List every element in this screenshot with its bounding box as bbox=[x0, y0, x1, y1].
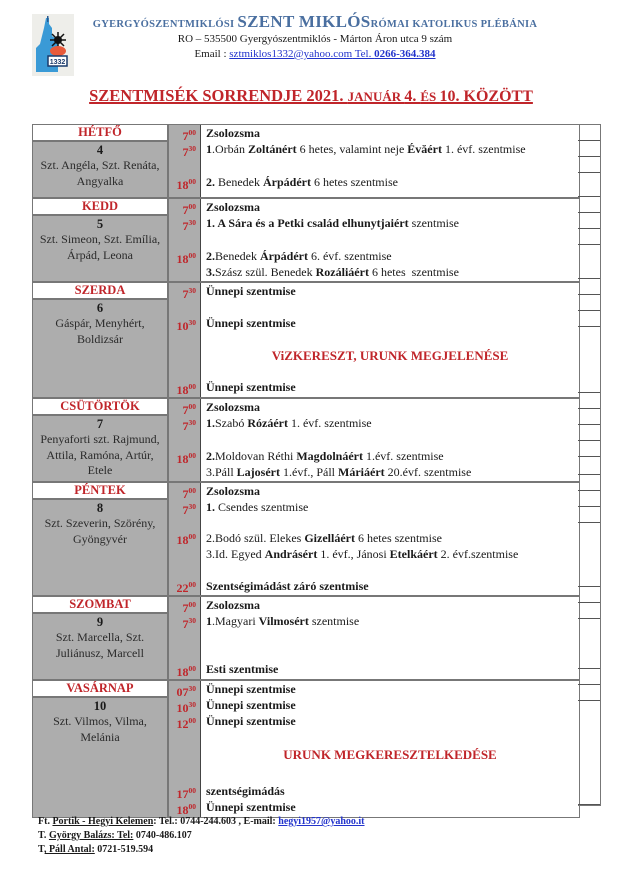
mass-time: $7^{00}$ bbox=[182, 402, 196, 417]
day-date: 9 bbox=[96, 615, 104, 629]
mass-intention: 1. A Sára és a Petki család elhunytjaiért szentmise bbox=[206, 216, 459, 230]
day-name: CSÜTÖRTÖK bbox=[33, 399, 167, 416]
day-name: KEDD bbox=[33, 199, 167, 216]
mass-schedule-table bbox=[32, 124, 580, 818]
mass-intention: Zsolozsma bbox=[206, 200, 260, 214]
day-name: SZOMBAT bbox=[33, 597, 167, 614]
name-days: Gáspár, Menyhért, Boldizsár bbox=[55, 316, 145, 346]
mass-time: $7^{30}$ bbox=[182, 286, 196, 301]
mass-intention: Zsolozsma bbox=[206, 126, 260, 140]
day-row bbox=[33, 283, 579, 399]
times-cell bbox=[169, 483, 201, 595]
mass-intention: Zsolozsma bbox=[206, 598, 260, 612]
day-date: 7 bbox=[96, 417, 104, 431]
times-cell bbox=[169, 597, 201, 679]
feast-title: ViZKERESZT, URUNK MEGJELENÉSE bbox=[271, 348, 509, 363]
mass-intention: Ünnepi szentmise bbox=[206, 800, 296, 814]
side-cell bbox=[578, 587, 600, 603]
mass-time: $7^{00}$ bbox=[182, 600, 196, 615]
side-cell bbox=[578, 173, 600, 197]
day-info-cell bbox=[33, 125, 169, 197]
side-cell bbox=[578, 523, 600, 587]
mass-intention: 1.Szabó Rózáért 1. évf. szentmise bbox=[206, 416, 372, 430]
times-cell bbox=[169, 199, 201, 281]
parish-tel-link[interactable]: Tel. 0266-364.384 bbox=[352, 48, 436, 60]
side-cell bbox=[578, 491, 600, 507]
times-cell bbox=[169, 283, 201, 397]
mass-time: $18^{00}$ bbox=[176, 451, 196, 466]
mass-time: $10^{30}$ bbox=[176, 700, 196, 715]
mass-intention: Szentségimádást záró szentmise bbox=[206, 579, 369, 593]
side-cell bbox=[578, 409, 600, 425]
mass-intention: 2. Benedek Árpádért 6 hetes szentmise bbox=[206, 175, 398, 189]
side-cell bbox=[578, 245, 600, 279]
side-cell bbox=[578, 295, 600, 311]
side-cell bbox=[578, 229, 600, 245]
day-info-cell bbox=[33, 199, 169, 281]
mass-time: $18^{00}$ bbox=[176, 251, 196, 266]
mass-intention: 2.Bodó szül. Elekes Gizelláért 6 hetes szentmise bbox=[206, 531, 442, 545]
mass-intention: Ünnepi szentmise bbox=[206, 714, 296, 728]
parish-logo bbox=[32, 14, 74, 76]
footer-contacts bbox=[38, 815, 365, 857]
mass-time: $7^{30}$ bbox=[182, 144, 196, 159]
day-row bbox=[33, 597, 579, 681]
parish-name: GYERGYÓSZENTMIKLÓSI SZENT MIKLÓSRÓMAI KATOLIKUS PLÉBÁNIA bbox=[92, 12, 538, 31]
side-cell bbox=[578, 701, 600, 805]
mass-time: $7^{00}$ bbox=[182, 486, 196, 501]
side-cell bbox=[578, 141, 600, 157]
feast-title: URUNK MEGKERESZTELKEDÉSE bbox=[283, 747, 497, 762]
mass-time: $7^{30}$ bbox=[182, 616, 196, 631]
day-info-cell bbox=[33, 597, 169, 679]
mass-intention: szentségimádás bbox=[206, 784, 285, 798]
day-row bbox=[33, 483, 579, 597]
side-cell bbox=[578, 279, 600, 295]
mass-intention: Ünnepi szentmise bbox=[206, 284, 296, 298]
footer-contact-1: Ft. Portik - Hegyi Kelemen: Tel.: 0744-244.603 , E-mail: hegyi1957@yahoo.it bbox=[38, 816, 365, 827]
mass-time: $18^{00}$ bbox=[176, 664, 196, 679]
intentions-cell bbox=[201, 199, 579, 281]
footer-contact-3: T, Páll Antal: 0721-519.594 bbox=[38, 844, 154, 855]
page-title: SZENTMISÉK SORRENDJE 2021. JANUÁR 4. ÉS 10. KÖZÖTT bbox=[89, 86, 533, 105]
mass-intention: 1.Orbán Zoltánért 6 hetes, valamint neje Évăért 1. évf. szentmise bbox=[206, 142, 526, 156]
day-info-cell bbox=[33, 399, 169, 481]
mass-intention: Ünnepi szentmise bbox=[206, 316, 296, 330]
schedule-side-column bbox=[578, 124, 601, 806]
parish-email-link[interactable]: sztmiklos1332@yahoo.com bbox=[229, 48, 353, 60]
side-cell bbox=[578, 157, 600, 173]
day-info-cell bbox=[33, 283, 169, 397]
day-name: PÉNTEK bbox=[33, 483, 167, 500]
side-cell bbox=[578, 327, 600, 393]
side-cell bbox=[578, 475, 600, 491]
mass-time: $10^{30}$ bbox=[176, 318, 196, 333]
side-cell bbox=[578, 213, 600, 229]
day-date: 6 bbox=[96, 301, 104, 315]
parish-address: RO – 535500 Gyergyószentmiklós - Márton Áron utca 9 szám bbox=[177, 33, 453, 45]
mass-intention: 2.Benedek Árpádért 6. évf. szentmise bbox=[206, 249, 392, 263]
mass-intention: 1. Csendes szentmise bbox=[206, 500, 309, 514]
day-date: 10 bbox=[93, 699, 107, 713]
parish-header bbox=[80, 14, 550, 62]
mass-intention: 3.Id. Egyed Andrásért 1. évf., Jánosi Etelkáért 2. évf.szentmise bbox=[206, 547, 519, 561]
mass-time: $18^{00}$ bbox=[176, 177, 196, 192]
mass-intention: Zsolozsma bbox=[206, 484, 260, 498]
mass-intention: Zsolozsma bbox=[206, 400, 260, 414]
intentions-cell bbox=[201, 125, 579, 197]
day-row bbox=[33, 199, 579, 283]
mass-time: $7^{30}$ bbox=[182, 418, 196, 433]
day-date: 5 bbox=[96, 217, 104, 231]
side-cell bbox=[578, 311, 600, 327]
day-row bbox=[33, 399, 579, 483]
name-days: Szt. Marcella, Szt. Juliánusz, Marcell bbox=[55, 630, 145, 660]
intentions-cell bbox=[201, 597, 579, 679]
mass-time: $7^{30}$ bbox=[182, 502, 196, 517]
parish-contact: Email : sztmiklos1332@yahoo.com Tel. 0266-364.384 bbox=[194, 48, 436, 60]
intentions-cell bbox=[201, 283, 579, 397]
times-cell bbox=[169, 399, 201, 481]
side-cell bbox=[578, 507, 600, 523]
name-days: Penyaforti szt. Rajmund, Attila, Ramóna, Artúr, Etele bbox=[40, 432, 160, 477]
name-days: Szt. Angéla, Szt. Renáta, Angyalka bbox=[40, 158, 160, 188]
mass-time: $18^{00}$ bbox=[176, 532, 196, 547]
day-info-cell bbox=[33, 483, 169, 595]
side-cell bbox=[578, 619, 600, 669]
mass-intention: 3.Páll Lajosért 1.évf., Páll Máriáért 20.évf. szentmise bbox=[206, 465, 472, 479]
day-row bbox=[33, 125, 579, 199]
side-cell bbox=[578, 441, 600, 457]
day-name: HÉTFŐ bbox=[33, 125, 167, 142]
side-cell bbox=[578, 685, 600, 701]
mass-intention: Ünnepi szentmise bbox=[206, 698, 296, 712]
mass-time: $22^{00}$ bbox=[176, 580, 196, 595]
day-name: SZERDA bbox=[33, 283, 167, 300]
mass-intention: 3.Szász szül. Benedek Rozáliáért 6 hetes szentmise bbox=[206, 265, 459, 279]
intentions-cell bbox=[201, 483, 579, 595]
side-cell bbox=[578, 125, 600, 141]
mass-time: $18^{00}$ bbox=[176, 382, 196, 397]
name-days: Szt. Vilmos, Vilma, Melánia bbox=[53, 714, 147, 744]
day-date: 4 bbox=[96, 143, 104, 157]
intentions-cell bbox=[201, 681, 579, 817]
mass-time: $7^{30}$ bbox=[182, 218, 196, 233]
times-cell bbox=[169, 125, 201, 197]
mass-intention: Esti szentmise bbox=[206, 662, 279, 676]
day-row bbox=[33, 681, 579, 817]
church-logo-icon bbox=[32, 14, 74, 76]
mass-time: $17^{00}$ bbox=[176, 786, 196, 801]
side-cell bbox=[578, 669, 600, 685]
mass-time: $7^{00}$ bbox=[182, 128, 196, 143]
side-cell bbox=[578, 603, 600, 619]
mass-time: $07^{30}$ bbox=[176, 684, 196, 699]
footer-email-link[interactable]: hegyi1957@yahoo.it bbox=[278, 816, 365, 827]
svg-text:1332: 1332 bbox=[49, 59, 66, 66]
name-days: Szt. Szeverin, Szörény, Gyöngyvér bbox=[44, 516, 156, 546]
day-name: VASÁRNAP bbox=[33, 681, 167, 698]
name-days: Szt. Simeon, Szt. Emília, Árpád, Leona bbox=[39, 232, 161, 262]
side-cell bbox=[578, 457, 600, 475]
side-cell bbox=[578, 197, 600, 213]
intentions-cell bbox=[201, 399, 579, 481]
side-cell bbox=[578, 425, 600, 441]
mass-intention: Ünnepi szentmise bbox=[206, 682, 296, 696]
day-info-cell bbox=[33, 681, 169, 817]
mass-intention: 1.Magyari Vilmosért szentmise bbox=[206, 614, 360, 628]
footer-contact-2: T. György Balázs: Tel: 0740-486.107 bbox=[38, 830, 192, 841]
side-cell bbox=[578, 393, 600, 409]
mass-time: $12^{00}$ bbox=[176, 716, 196, 731]
times-cell bbox=[169, 681, 201, 817]
mass-time: $7^{00}$ bbox=[182, 202, 196, 217]
mass-time: $18^{00}$ bbox=[176, 802, 196, 817]
day-date: 8 bbox=[96, 501, 104, 515]
mass-intention: Ünnepi szentmise bbox=[206, 380, 296, 394]
mass-intention: 2.Moldovan Réthi Magdolnáért 1.évf. szentmise bbox=[206, 449, 444, 463]
